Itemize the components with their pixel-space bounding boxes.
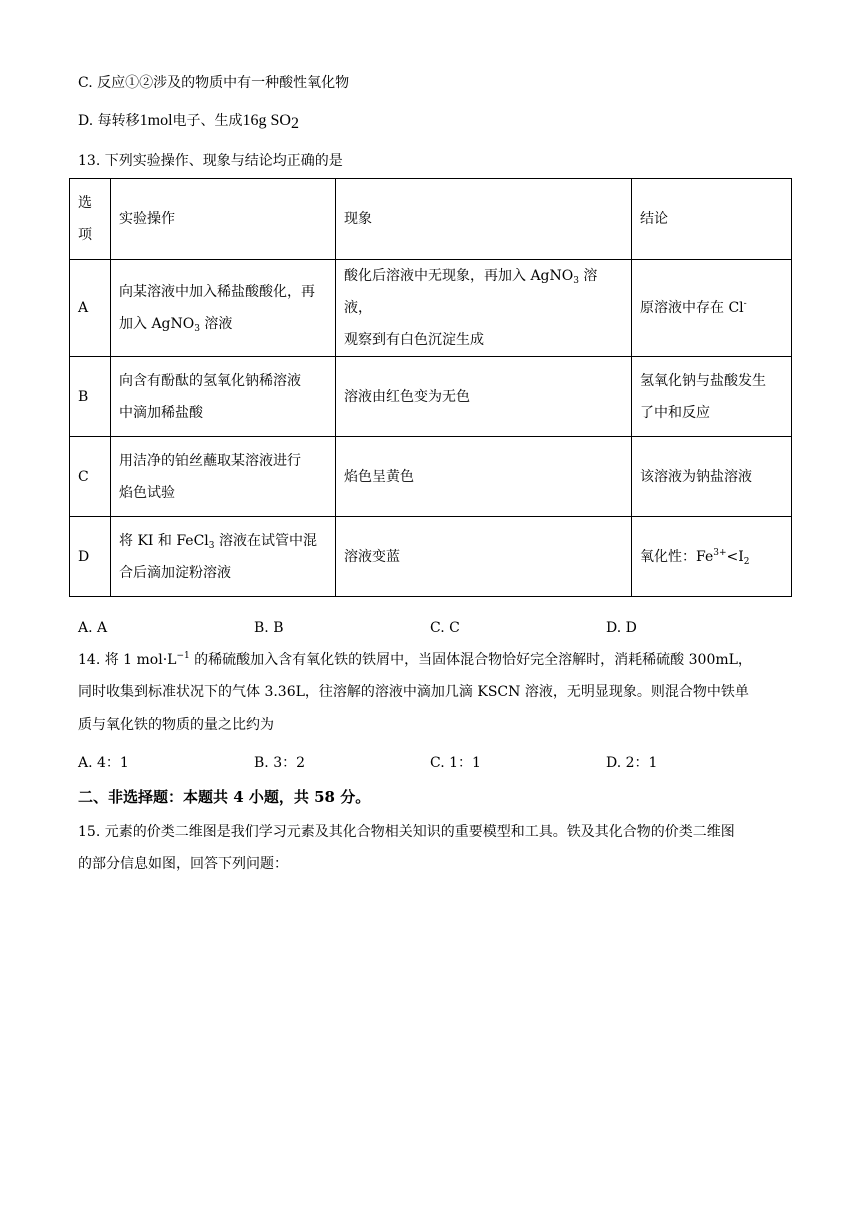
- row-label: B: [70, 357, 111, 437]
- q14-stem-line3: 质与氧化铁的物质的量之比约为: [78, 717, 274, 733]
- header-option: 选 项: [70, 179, 111, 260]
- row-label: A: [70, 260, 111, 357]
- row-operation: 向某溶液中加入稀盐酸酸化，再 加入 AgNO$_3$ 溶液: [111, 260, 336, 357]
- q14-stem-line2: 同时收集到标准状况下的气体 3.36L，往溶解的溶液中滴加几滴 KSCN 溶液，无明显现象。则混合物中铁单: [78, 684, 749, 700]
- section-heading: 二、非选择题：本题共 4 小题，共 58 分。: [78, 788, 371, 806]
- q14-choice-d: D. 2：1: [606, 755, 658, 771]
- row-conclusion: 原溶液中存在 Cl-: [632, 260, 792, 357]
- q14-choice-a: A. 4：1: [78, 755, 129, 771]
- q14-choice-b: B. 3：2: [254, 755, 306, 771]
- q13-choice-c: C. C: [430, 620, 460, 636]
- q12-option-c: C. 反应①②涉及的物质中有一种酸性氧化物: [78, 75, 350, 91]
- header-conclusion: 结论: [632, 179, 792, 260]
- header-phenomenon: 现象: [336, 179, 632, 260]
- row-phenomenon: 酸化后溶液中无现象，再加入 AgNO$_3$ 溶液， 观察到有白色沉淀生成: [336, 260, 632, 357]
- row-conclusion: 氢氧化钠与盐酸发生 了中和反应: [632, 357, 792, 437]
- q14-choice-c: C. 1：1: [430, 755, 481, 771]
- row-operation: 用洁净的铂丝蘸取某溶液进行 焰色试验: [111, 437, 336, 517]
- q13-choice-b: B. B: [254, 620, 284, 636]
- row-phenomenon: 焰色呈黄色: [336, 437, 632, 517]
- table-row: [70, 517, 792, 597]
- row-conclusion: 该溶液为钠盐溶液: [632, 437, 792, 517]
- q13-choice-d: D. D: [606, 620, 637, 636]
- experiment-table: [69, 178, 792, 597]
- q15-stem-line1: 15. 元素的价类二维图是我们学习元素及其化合物相关知识的重要模型和工具。铁及其化合物的价类二维图: [78, 824, 735, 840]
- row-operation: 向含有酚酞的氢氧化钠稀溶液 中滴加稀盐酸: [111, 357, 336, 437]
- row-conclusion: 氧化性：$Fe^{3+}<I_2$: [632, 517, 792, 597]
- q14-stem-line1: 14. 将 1 $mol\cdot L^{-1}$ 的稀硫酸加入含有氧化铁的铁屑中，当固体混合物恰好完全溶解时，消耗稀硫酸 300mL，: [78, 651, 752, 668]
- header-operation: 实验操作: [111, 179, 336, 260]
- row-label: D: [70, 517, 111, 597]
- row-phenomenon: 溶液由红色变为无色: [336, 357, 632, 437]
- table-row: [70, 260, 792, 357]
- q13-choice-a: A. A: [78, 620, 108, 636]
- row-label: C: [70, 437, 111, 517]
- table-row: [70, 437, 792, 517]
- table-row: [70, 357, 792, 437]
- q13-stem: 13. 下列实验操作、现象与结论均正确的是: [78, 153, 343, 169]
- row-operation: 将 KI 和 FeCl$_3$ 溶液在试管中混 合后滴加淀粉溶液: [111, 517, 336, 597]
- row-phenomenon: 溶液变蓝: [336, 517, 632, 597]
- table-header-row: [70, 179, 792, 260]
- q15-stem-line2: 的部分信息如图，回答下列问题：: [78, 856, 288, 872]
- q12-option-d: D. 每转移1mol电子、生成16g $SO_2$: [78, 112, 299, 132]
